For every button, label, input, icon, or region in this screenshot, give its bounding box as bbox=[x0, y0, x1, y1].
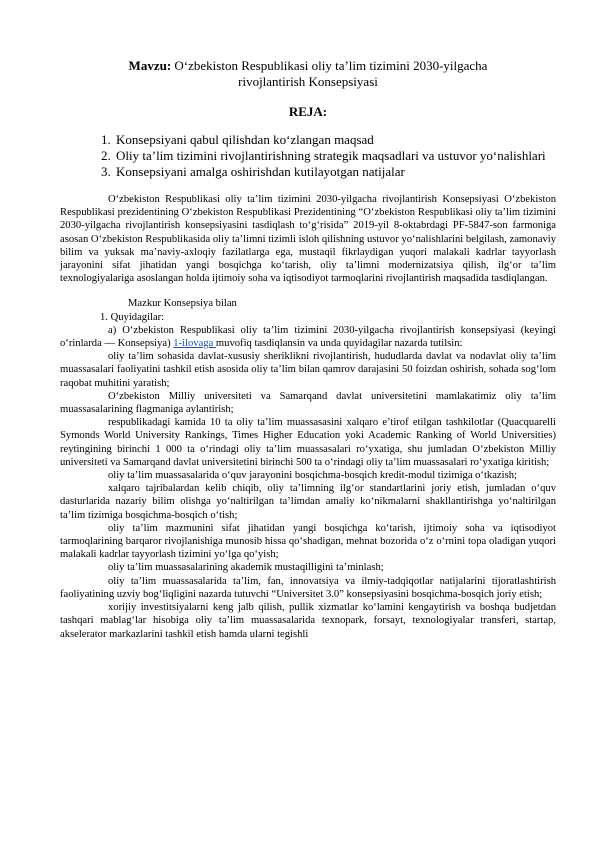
intro-paragraph: O‘zbekiston Respublikasi oliy ta’lim tizimini 2030-yilgacha rivojlantirish Konsepsiyasi O‘zbekiston Respublikasi prezidentining O‘zbekiston Respublikasi Prezidentining “O‘zbekiston Respublikasi oliy ta’lim tizimini 2030-yilgacha rivojlantirish konsepsiyasini tasdiqlash to‘g‘risida” 2019-yil 8-oktabrdagi PF-5847-son farmoniga asosan O‘zbekiston Respublikasida oliy ta’limni tizimli isloh qilishning ustuvor yo‘nalishlarini belgilash, zamonaviy bilim va yuksak ma’naviy-axloqiy fazilatlarga ega, mustaqil fikrlaydigan yuqori malakali kadrlar tayyorlash jarayonini sifat jihatidan yangi bosqichga ko‘tarish, oliy ta’limni modernizatsiya qilish, ilg‘or ta’lim texnologiyalariga asoslangan holda ijtimoiy soha va iqtisodiyot tarmoqlarini rivojlantirish maqsadida tasdiqlangan. bbox=[60, 194, 556, 285]
plan-item: 1. Konsepsiyani qabul qilishdan ko‘zlangan maqsad bbox=[114, 132, 556, 148]
point-paragraph: oliy ta’lim muassasalarida o‘quv jarayonini bosqichma-bosqich kredit-modul tizimiga o‘tkazish; bbox=[108, 470, 517, 482]
plan-item: 2. Oliy ta’lim tizimini rivojlantirishning strategik maqsadlari va ustuvor yo‘nalishlari bbox=[114, 148, 556, 164]
point-paragraph: xorijiy investitsiyalarni keng jalb qilish, pullik xizmatlar ko‘lamini kengaytirish va boshqa budjetdan tashqari mablag‘lar hisobiga oliy ta’lim muassasalarida texnopark, forsayt, texnologiyalar transferi, startap, akselerator markazlarini tashkil etish hamda ularni tegishli bbox=[60, 602, 556, 640]
plan-item: 3. Konsepsiyani amalga oshirishdan kutilayotgan natijalar bbox=[114, 164, 556, 180]
point-paragraph: oliy ta’lim mazmunini sifat jihatidan yangi bosqichga ko‘tarish, ijtimoiy soha va iqtisodiyot tarmoqlarining barqaror rivojlanishiga munosib hissa qo‘shadigan, mehnat bozorida o‘z o‘rnini topa oladigan yuqori malakali kadrlar tayyorlash tizimini yo‘lga qo‘yish; bbox=[60, 522, 556, 561]
plan-title: REJA: bbox=[288, 104, 328, 119]
point-paragraph: oliy ta’lim muassasalarining akademik mustaqilligini ta’minlash; bbox=[108, 562, 384, 574]
point-paragraph: oliy ta’lim sohasida davlat-xususiy sheriklikni rivojlantirish, hududlarda davlat va nodavlat oliy ta’lim muassasalari faoliyatini tashkil etish asosida oliy ta’lim bilan qamrov darajasini 50 foizdan oshirish, sohada sog‘lom raqobat muhitini yaratish; bbox=[60, 351, 556, 389]
item-a-paragraph bbox=[60, 324, 556, 350]
document-body bbox=[60, 193, 556, 641]
mazkur-line: Mazkur Konsepsiya bilan bbox=[128, 298, 237, 310]
point-paragraph: oliy ta’lim muassasalarida ta’lim, fan, innovatsiya va ilmiy-tadqiqotlar natijalarini tijoratlashtirish faoliyatining uzviy bog‘liqligini nazarda tutuvchi “Universitet 3.0” konsepsiyasini bosqichma-bosqich joriy etish; bbox=[60, 575, 556, 600]
mavzu-label: Mavzu: bbox=[128, 58, 172, 73]
quyidagilar-line: 1. Quyidagilar: bbox=[100, 311, 165, 323]
mavzu-text: O‘zbekiston Respublikasi oliy ta’lim tizimini 2030-yilgacha rivojlantirish Konsepsiyasi bbox=[174, 58, 488, 89]
point-paragraph: respublikadagi kamida 10 ta oliy ta’lim muassasasini xalqaro e’tirof etilgan tashkilotlar (Quacquarelli Symonds World University Rankings, Times Higher Education yoki Academic Ranking of World Universities) reytingining birinchi 1 000 ta o‘rindagi oliy ta’lim muassasalari ro‘yxatiga, shu jumladan O‘zbekiston Milliy universiteti va Samarqand davlat universitetini birinchi 500 ta o‘rindagi oliy ta’lim muassasalari ro‘yxatiga kiritish; bbox=[60, 417, 556, 468]
plan-list bbox=[60, 132, 556, 180]
point-paragraph: xalqaro tajribalardan kelib chiqib, oliy ta’limning ilg‘or standartlarini joriy etish, jumladan o‘quv dasturlarida nazariy bilim olishga yo‘naltirilgan ta’limdan amaliy ko‘nikmalarni shakllantirishga yo‘naltirilgan ta’lim tizimiga bosqichma-bosqich o‘tish; bbox=[60, 483, 556, 521]
document-page bbox=[60, 58, 556, 641]
item-a-text: a) O‘zbekiston Respublikasi oliy ta’lim tizimini 2030-yilgacha rivojlantirish konsepsiyasi (keyingi o‘rinlarda — Konsepsiya) bbox=[60, 324, 556, 350]
document-title bbox=[60, 58, 556, 90]
item-a-text-end: muvofiq tasdiqlansin va unda quyidagilar nazarda tutilsin: bbox=[215, 338, 463, 350]
appendix-link[interactable]: 1-ilovaga bbox=[173, 338, 216, 350]
point-paragraph: O‘zbekiston Milliy universiteti va Samarqand davlat universitetini mamlakatimiz oliy ta’lim muassasalarining flagmaniga aylantirish; bbox=[60, 390, 556, 416]
